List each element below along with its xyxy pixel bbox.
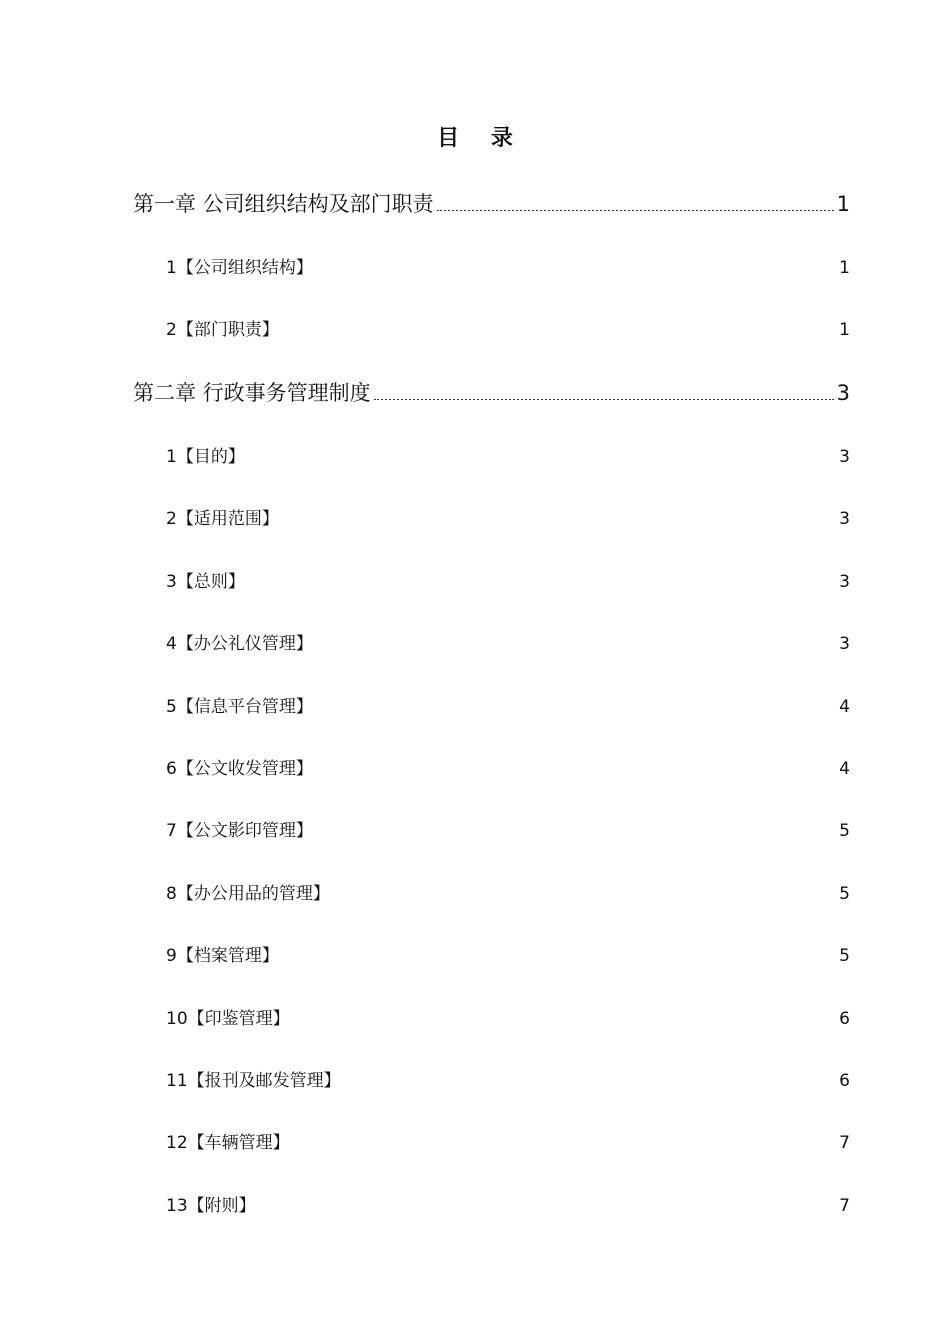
toc-entry-label: 3【总则】	[166, 572, 245, 592]
toc-entry-label: 10【印鉴管理】	[166, 1009, 290, 1029]
toc-entry-section[interactable]	[166, 940, 850, 972]
toc-entry-page: 1	[839, 258, 850, 278]
toc-entry-label: 12【车辆管理】	[166, 1133, 290, 1153]
toc-entry-page: 5	[839, 884, 850, 904]
dot-leader	[293, 1023, 837, 1024]
toc-entry-label: 7【公文影印管理】	[166, 821, 313, 841]
toc-entry-page: 7	[839, 1196, 850, 1216]
toc-entry-section[interactable]	[166, 1003, 850, 1035]
toc-entry-chapter-2[interactable]	[133, 377, 850, 409]
toc-entry-label: 2【适用范围】	[166, 509, 279, 529]
toc-entry-page: 4	[839, 697, 850, 717]
toc-entry-page: 4	[839, 759, 850, 779]
toc-entry-label: 2【部门职责】	[166, 320, 279, 340]
dot-leader	[282, 960, 836, 961]
dot-leader	[293, 1147, 837, 1148]
dot-leader	[437, 210, 834, 211]
toc-entry-page: 3	[839, 634, 850, 654]
dot-leader	[282, 334, 836, 335]
toc-entry-chapter-1[interactable]	[133, 188, 850, 220]
toc-entry-label: 6【公文收发管理】	[166, 759, 313, 779]
toc-title: 目 录	[437, 126, 525, 151]
toc-entry-page: 5	[839, 946, 850, 966]
dot-leader	[282, 523, 836, 524]
dot-leader	[316, 835, 836, 836]
toc-entry-section[interactable]	[166, 441, 850, 473]
toc-entry-label: 9【档案管理】	[166, 946, 279, 966]
dot-leader	[259, 1210, 837, 1211]
dot-leader	[316, 773, 836, 774]
dot-leader	[316, 648, 836, 649]
toc-entry-section[interactable]	[166, 1065, 850, 1097]
dot-leader	[248, 586, 836, 587]
toc-entry-label: 8【办公用品的管理】	[166, 884, 330, 904]
toc-entry-label: 1【目的】	[166, 447, 245, 467]
toc-entry-section[interactable]	[166, 252, 850, 284]
toc-entry-page: 6	[839, 1071, 850, 1091]
toc-entry-section[interactable]	[166, 1190, 850, 1222]
toc-entry-label: 11【报刊及邮发管理】	[166, 1071, 341, 1091]
toc-entry-label: 13【附则】	[166, 1196, 256, 1216]
toc-entry-page: 1	[836, 192, 850, 216]
dot-leader	[316, 711, 836, 712]
toc-entry-page: 3	[839, 572, 850, 592]
toc-entry-label: 1【公司组织结构】	[166, 258, 313, 278]
toc-entry-section[interactable]	[166, 566, 850, 598]
toc-entry-label: 4【办公礼仪管理】	[166, 634, 313, 654]
toc-entry-section[interactable]	[166, 628, 850, 660]
toc-entry-page: 1	[839, 320, 850, 340]
dot-leader	[248, 461, 836, 462]
dot-leader	[333, 898, 836, 899]
dot-leader	[374, 399, 834, 400]
dot-leader	[344, 1085, 837, 1086]
toc-entry-page: 5	[839, 821, 850, 841]
toc-entry-label: 第一章 公司组织结构及部门职责	[133, 192, 434, 216]
toc-entry-label: 5【信息平台管理】	[166, 697, 313, 717]
toc-entry-section[interactable]	[166, 1127, 850, 1159]
toc-entry-section[interactable]	[166, 691, 850, 723]
toc-entry-section[interactable]	[166, 314, 850, 346]
toc-entry-page: 6	[839, 1009, 850, 1029]
toc-entry-section[interactable]	[166, 503, 850, 535]
toc-entry-page: 3	[836, 381, 850, 405]
toc-entry-section[interactable]	[166, 753, 850, 785]
toc-entry-page: 3	[839, 509, 850, 529]
toc-entry-section[interactable]	[166, 815, 850, 847]
toc-entry-label: 第二章 行政事务管理制度	[133, 381, 371, 405]
toc-entry-page: 3	[839, 447, 850, 467]
dot-leader	[316, 272, 836, 273]
toc-entry-section[interactable]	[166, 878, 850, 910]
toc-entry-page: 7	[839, 1133, 850, 1153]
